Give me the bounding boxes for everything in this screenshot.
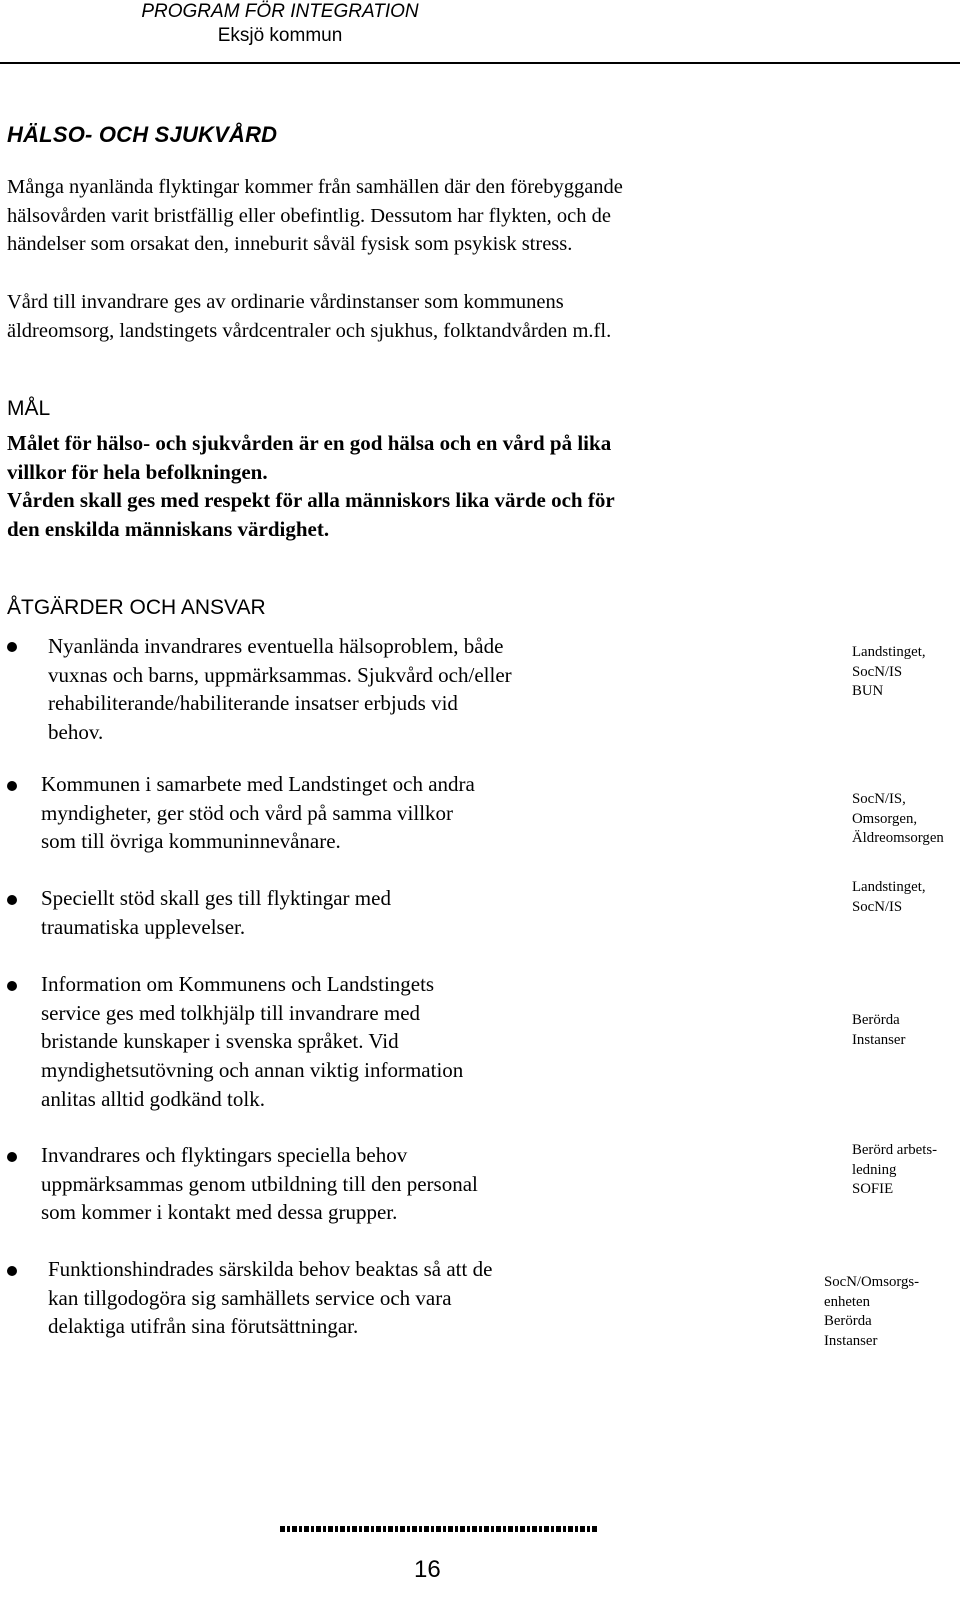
text-line: anlitas alltid godkänd tolk.: [41, 1086, 265, 1111]
text-line: delaktiga utifrån sina förutsättningar.: [48, 1314, 359, 1339]
text-line: myndigheter, ger stöd och vård på samma villkor: [41, 800, 454, 825]
text-line: den enskilda människans värdighet.: [7, 517, 330, 542]
text-line: behov.: [48, 720, 104, 745]
page-number: 16: [414, 1556, 441, 1583]
text-line: äldreomsorg, landstingets vårdcentraler och sjukhus, folktandvården m.fl.: [7, 319, 612, 342]
bullet-icon: [7, 781, 17, 791]
text-line: myndighetsutövning och annan viktig information: [41, 1058, 464, 1083]
action-item-5: [41, 1141, 631, 1227]
intro-paragraph-2: [7, 288, 787, 345]
actions-heading: ÅTGÄRDER OCH ANSVAR: [7, 596, 266, 619]
bullet-icon: [7, 981, 17, 991]
text-line: vuxnas och barns, uppmärksammas. Sjukvård och/eller: [48, 662, 512, 687]
text-line: kan tillgodogöra sig samhällets service och vara: [48, 1285, 452, 1310]
text-line: händelser som orsakat den, inneburit såväl fysisk som psykisk stress.: [7, 233, 573, 256]
text-line: Målet för hälso- och sjukvården är en god hälsa och en vård på lika: [7, 431, 612, 455]
section-title: HÄLSO- OCH SJUKVÅRD: [7, 122, 278, 147]
responsible-6: SocN/Omsorgs- enheten Berörda Instanser: [824, 1274, 920, 1349]
text-line: bristande kunskaper i svenska språket. Vid: [41, 1029, 399, 1054]
text-line: Funktionshindrades särskilda behov beaktas så att de: [48, 1257, 493, 1281]
text-line: Information om Kommunens och Landstingets: [41, 972, 435, 996]
responsible-5: Berörd arbets- ledning SOFIE: [852, 1142, 938, 1197]
bullet-icon: [7, 1266, 17, 1276]
text-line: Vård till invandrare ges av ordinarie vårdinstanser som kommunens: [7, 291, 564, 313]
text-line: rehabiliterande/habiliterande insatser erbjuds vid: [48, 691, 458, 716]
text-line: som kommer i kontakt med dessa grupper.: [41, 1200, 398, 1225]
responsible-4: Berörda Instanser: [852, 1012, 906, 1048]
action-item-3: [41, 884, 631, 941]
footer-decoration: [280, 1526, 598, 1532]
text-line: Kommunen i samarbete med Landstinget och andra: [41, 772, 475, 796]
text-line: Invandrares och flyktingars speciella behov: [41, 1143, 408, 1167]
action-item-4: [41, 970, 631, 1114]
text-line: hälsovården varit bristfällig eller obefintlig. Dessutom har flykten, och de: [7, 204, 612, 227]
text-line: Många nyanlända flyktingar kommer från samhällen där den förebyggande: [7, 176, 623, 198]
text-line: uppmärksammas genom utbildning till den personal: [41, 1171, 478, 1196]
header-divider: [0, 62, 960, 64]
text-line: service ges med tolkhjälp till invandrare med: [41, 1000, 421, 1025]
bullet-icon: [7, 895, 17, 905]
action-item-6: [48, 1255, 638, 1341]
bullet-icon: [7, 642, 17, 652]
intro-paragraph-1: [7, 173, 787, 259]
text-line: Speciellt stöd skall ges till flyktingar med: [41, 886, 391, 910]
goal-heading: MÅL: [7, 397, 51, 420]
text-line: Vården skall ges med respekt för alla människors lika värde och för: [7, 488, 615, 513]
bullet-icon: [7, 1152, 17, 1162]
responsible-2: SocN/IS, Omsorgen, Äldreomsorgen: [852, 791, 944, 846]
goal-statement: [7, 429, 767, 544]
action-item-2: [41, 770, 631, 856]
responsible-1: Landstinget, SocN/IS BUN: [852, 644, 926, 699]
text-line: som till övriga kommuninnevånare.: [41, 829, 341, 854]
action-item-1: [48, 632, 638, 747]
text-line: villkor för hela befolkningen.: [7, 459, 268, 484]
header-program-title: PROGRAM FÖR INTEGRATION: [141, 1, 419, 22]
text-line: traumatiska upplevelser.: [41, 914, 246, 939]
header-municipality: Eksjö kommun: [217, 25, 343, 46]
text-line: Nyanlända invandrares eventuella hälsoproblem, både: [48, 634, 504, 658]
responsible-3: Landstinget, SocN/IS: [852, 879, 926, 915]
